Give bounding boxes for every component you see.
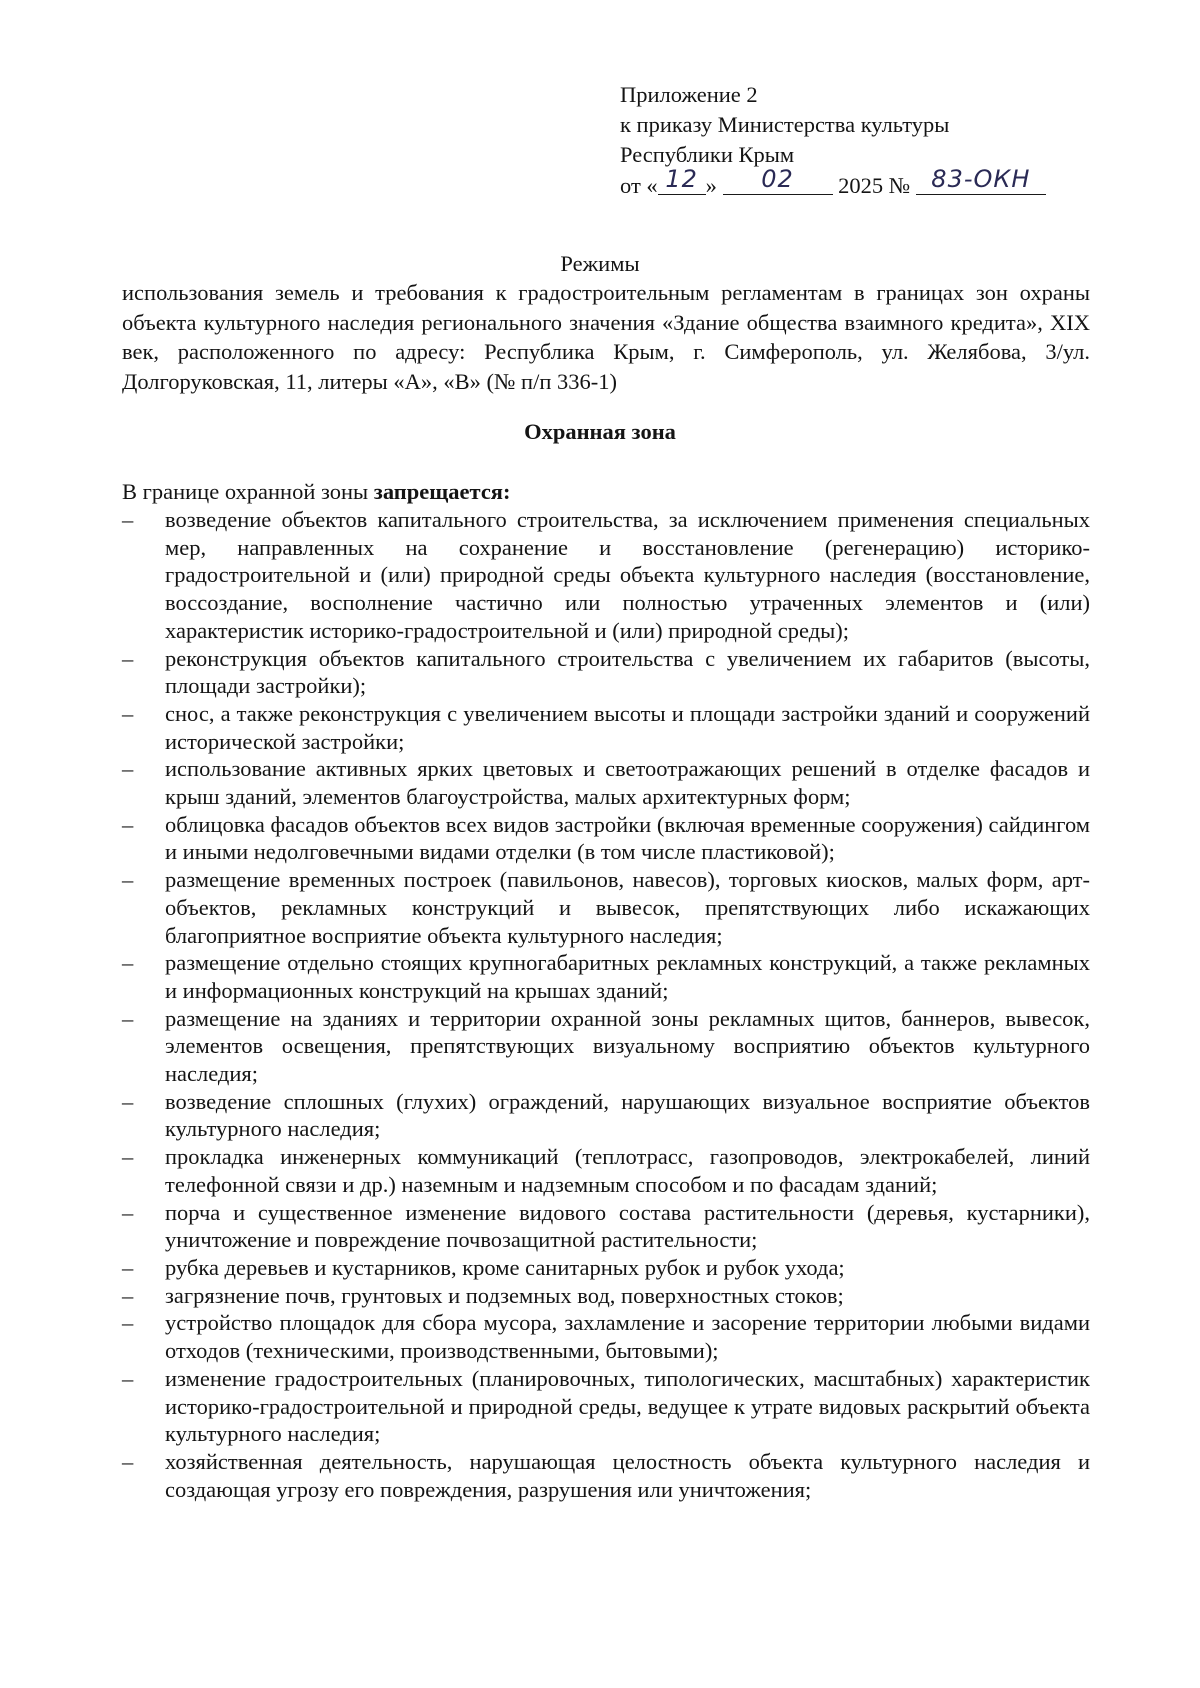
date-month-field [723,165,833,195]
list-item-text: прокладка инженерных коммуникаций (теплотрасс, газопроводов, электрокабелей, линий телефонной связи и др.) наземным и надземным способом и по фасадам зданий; [165,1144,1090,1197]
list-item-text: облицовка фасадов объектов всех видов застройки (включая временные сооружения) сайдингом и иными недолговечными видами отделки (в том числе пластиковой); [165,811,1090,865]
list-dash: – [122,1199,134,1225]
list-item [122,1199,1090,1254]
list-item-text: возведение сплошных (глухих) ограждений, нарушающих визуальное восприятие объектов культурного наследия; [165,1088,1090,1142]
list-dash: – [122,1088,134,1114]
list-item [122,811,1090,866]
list-item-text: изменение градостроительных (планировочных, типологических, масштабных) характеристик историко-градостроительной и природной среды, ведущее к утрате видовых раскрытий объекта культурного наследия; [165,1365,1090,1447]
intro-line [122,478,510,506]
list-dash: – [122,811,134,837]
list-item-text: хозяйственная деятельность, нарушающая целостность объекта культурного наследия и создающая угрозу его повреждения, разрушения или уничтожения; [165,1448,1090,1502]
appendix-header [620,80,1046,201]
list-dash: – [122,756,134,782]
list-item [122,1448,1090,1503]
date-quote-close: » [705,173,717,198]
order-reference: к приказу Министерства культуры [620,112,950,137]
list-dash: – [122,1005,134,1031]
list-dash: – [122,1448,134,1474]
list-item-text: порча и существенное изменение видового состава растительности (деревья, кустарники), уничтожение и повреждение почвозащитной растительности; [165,1199,1090,1253]
appendix-number: Приложение 2 [620,82,758,107]
date-prefix: от « [620,173,658,198]
list-item-text: рубка деревьев и кустарников, кроме санитарных рубок и рубок ухода; [165,1254,845,1280]
list-item-text: загрязнение почв, грунтовых и подземных вод, поверхностных стоков; [165,1282,844,1308]
list-item-text: размещение отдельно стоящих крупногабаритных рекламных конструкций, а также рекламных и информационных конструкций на крышах зданий; [165,950,1090,1003]
list-dash: – [122,1310,134,1336]
list-item [122,1143,1090,1198]
list-item [122,1005,1090,1088]
list-item [122,1309,1090,1364]
order-number-field [916,165,1046,195]
list-dash: – [122,1282,134,1308]
list-dash: – [122,867,134,893]
list-dash: – [122,700,134,726]
list-dash: – [122,1254,134,1280]
list-item-text: реконструкция объектов капитального строительства с увеличением их габаритов (высоты, площади застройки); [165,645,1090,699]
list-item-text: использование активных ярких цветовых и светоотражающих решений в отделке фасадов и крыш зданий, элементов благоустройства, малых архитектурных форм; [165,756,1090,810]
list-item-text: размещение на зданиях и территории охранной зоны рекламных щитов, баннеров, вывесок, элементов освещения, препятствующих визуальному восприятию объектов культурного наследия; [165,1005,1090,1087]
list-item-text: возведение объектов капитального строительства, за исключением применения специальных мер, направленных на сохранение и восстановление (регенерацию) историко-градостроительной и (или) природной среды объекта культурного наследия (восстановление, воссоздание, восполнение частично или полностью утраченных элементов и (или) характеристик историко-градостроительной и (или) природной среды); [165,507,1090,643]
date-day-field [658,165,706,195]
list-item [122,755,1090,810]
document-title: Режимы [560,251,640,276]
document-subtitle: использования земель и требования к градостроительным регламентам в границах зон охраны объекта культурного наследия регионального значения «Здание общества взаимного кредита», XIX век, расположенного по адресу: Республика Крым, г. Симферополь, ул. Желябова, 3/ул. Долгоруковская, 11, литеры «А», «В» (№ п/п 336-1) [122,280,1090,394]
republic-name: Республики Крым [620,142,795,167]
list-item [122,700,1090,755]
list-item-text: устройство площадок для сбора мусора, захламление и засорение территории любыми видами отходов (техническими, производственными, бытовыми); [165,1310,1090,1364]
list-item-text: снос, а также реконструкция с увеличением высоты и площади застройки зданий и сооружений исторической застройки; [165,700,1090,754]
list-dash: – [122,1144,134,1170]
date-month-handwritten: 02 [761,165,794,193]
list-dash: – [122,507,134,532]
prohibitions-list [122,506,1090,1503]
intro-text: В границе охранной зоны [122,479,374,504]
intro-emphasis: запрещается: [373,479,511,504]
zone-heading: Охранная зона [524,419,676,444]
list-item [122,1088,1090,1143]
list-item [122,949,1090,1004]
list-item [122,866,1090,949]
date-year: 2025 № [838,173,911,198]
list-item [122,1365,1090,1448]
list-dash: – [122,950,134,976]
list-item [122,1282,1090,1310]
order-number-handwritten: 83-ОКН [931,165,1031,193]
list-dash: – [122,645,134,671]
list-item [122,645,1090,700]
list-item [122,506,1090,645]
order-date-line [620,165,1046,201]
date-day-handwritten: 12 [665,165,698,193]
list-item [122,1254,1090,1282]
list-dash: – [122,1365,134,1391]
list-item-text: размещение временных построек (павильонов, навесов), торговых киосков, малых форм, арт-объектов, рекламных конструкций и вывесок, препятствующих либо искажающих благоприятное восприятие объекта культурного наследия; [165,867,1090,948]
